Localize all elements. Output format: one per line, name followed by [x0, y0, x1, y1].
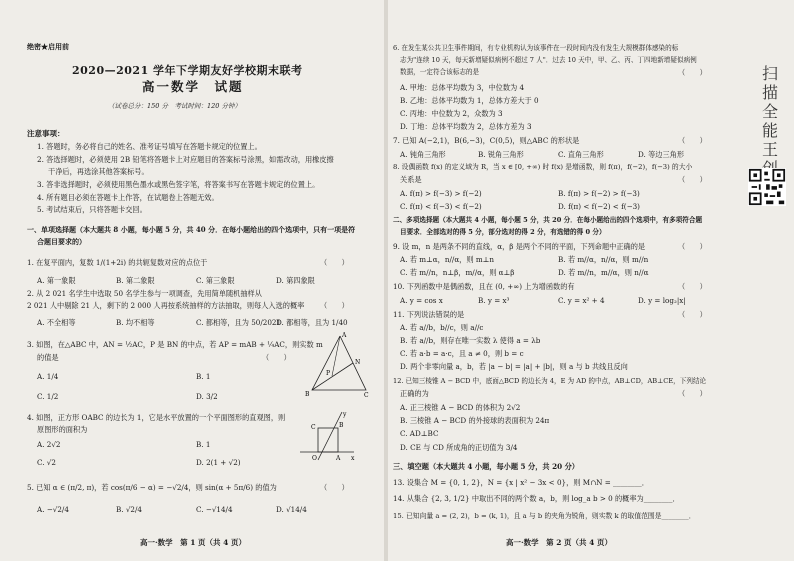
q1-option-d: D. 第四象限 — [276, 276, 315, 285]
scanner-watermark: 扫描全能王 — [761, 64, 778, 159]
section-2-heading-cont: 目要求．全部选对的得 5 分，部分选对的得 2 分，有选错的得 0 分） — [400, 228, 606, 236]
exam-title: 2020—2021 学年下学期友好学校期末联考 — [72, 64, 303, 77]
q4-label-a: A — [336, 455, 341, 462]
q9-option-b: B. 若 m//α，n//α，则 m//n — [558, 255, 649, 264]
q6-option-a: A. 甲地：总体平均数为 3，中位数为 4 — [400, 83, 525, 92]
q14-stem: 14. 从集合 {2, 3, 1/2} 中取出不同的两个数 a，b，则 log_a b > 0 的概率为________． — [393, 494, 680, 503]
notes-title: 注意事项： — [27, 129, 65, 138]
q5-answer-paren: （ ） — [320, 483, 349, 492]
q4-stem-cont: 原图形的面积为 — [37, 425, 88, 434]
qr-code-icon — [748, 168, 786, 206]
q7-option-b: B. 锐角三角形 — [478, 150, 524, 159]
q6-stem: 6. 在发生某公共卫生事件期间，有专业机构认为该事件在一段时间内没有发生大规模群体感染的标 — [393, 44, 679, 52]
q1-option-c: C. 第三象限 — [196, 276, 235, 285]
q3-label-a: A — [342, 332, 347, 339]
q3-label-b: B — [305, 391, 310, 398]
q12-answer-paren: （ ） — [678, 389, 707, 398]
q4-stem: 4. 如图，正方形 OABC 的边长为 1，它是水平放置的一个平面图形的直观图，则 — [27, 413, 286, 422]
q2-option-b: B. 均不相等 — [116, 318, 155, 327]
q3-option-c: C. 1/2 — [37, 392, 59, 401]
section-1-heading: 一、单项选择题（本大题共 8 小题，每小题 5 分，共 40 分．在每小题给出的四个选项中，只有一项是符 — [27, 225, 356, 234]
q3-label-p: P — [326, 370, 331, 377]
q3-label-n: N — [355, 359, 361, 366]
section-3-heading: 三、填空题（本大题共 4 小题，每小题 5 分，共 20 分） — [393, 462, 579, 471]
q7-option-c: C. 直角三角形 — [558, 150, 604, 159]
q15-stem: 15. 已知向量 a = (2, 2)，b = (k, 1)，且 a 与 b 的夹角为锐角，则实数 k 的取值范围是________． — [393, 512, 696, 520]
q4-option-c: C. √2 — [37, 458, 56, 467]
q5-option-a: A. −√2/4 — [37, 505, 69, 514]
note-2: 2. 答选择题时，必须使用 2B 铅笔将答题卡上对应题目的答案标号涂黑，如需改动，用橡皮擦 — [37, 155, 334, 164]
exam-info: （试卷总分：150 分 考试时间：120 分钟） — [108, 102, 241, 110]
q4-option-a: A. 2√2 — [37, 440, 61, 449]
q12-option-b: B. 三棱锥 A − BCD 的外接球的表面积为 24π — [400, 416, 550, 425]
q8-answer-paren: （ ） — [678, 175, 707, 184]
q3-label-c: C — [364, 392, 369, 399]
q10-stem: 10. 下列函数中是偶函数，且在 (0, +∞) 上为增函数的有 — [393, 282, 575, 291]
q7-stem: 7. 已知 A(−2,1)，B(6,−3)，C(0,5)，则△ABC 的形状是 — [393, 136, 580, 145]
q9-option-c: C. 若 m//n，n⊥β，m//α，则 α⊥β — [400, 268, 515, 277]
q10-option-b: B. y = x³ — [478, 296, 510, 305]
q12-stem: 12. 已知三棱锥 A − BCD 中，底面△BCD 的边长为 4，E 为 AD 的中点，AB⊥CD，AB⊥CE，下列结论 — [393, 377, 707, 385]
q3-option-a: A. 1/4 — [37, 372, 59, 381]
secret-label: 绝密★启用前 — [27, 42, 69, 51]
q4-square-figure — [296, 408, 358, 464]
exam-subtitle: 高一数学 试题 — [142, 79, 244, 94]
q7-option-a: A. 钝角三角形 — [400, 150, 446, 159]
q2-answer-paren: （ ） — [320, 301, 349, 310]
q2-option-a: A. 不全相等 — [37, 318, 76, 327]
section-1-heading-cont: 合题目要求的） — [37, 237, 86, 246]
q2-option-d: D. 都相等，且为 1/40 — [276, 318, 348, 327]
q11-option-c: C. 若 a·b = a·c，且 a ≠ 0，则 b = c — [400, 349, 524, 358]
q11-option-b: B. 若 a//b，则存在唯一实数 λ 使得 a = λb — [400, 336, 541, 345]
q8-option-b: B. f(π) > f(−2) > f(−3) — [558, 189, 640, 198]
q4-label-c: C — [311, 424, 316, 431]
q9-stem: 9. 设 m，n 是两条不同的直线，α，β 是两个不同的平面，下列命题中正确的是 — [393, 242, 646, 251]
q10-option-a: A. y = cos x — [400, 296, 443, 305]
q6-option-d: D. 丁地：总体平均数为 2，总体方差为 3 — [400, 122, 532, 131]
page-2 — [388, 0, 736, 561]
page-2-footer: 高一·数学 第 2 页（共 4 页） — [506, 538, 612, 547]
q8-stem: 8. 设偶函数 f(x) 的定义域为 R，当 x ∈ [0, +∞) 时 f(x) 是增函数，则 f(π)，f(−2)，f(−3) 的大小 — [393, 163, 693, 171]
q12-option-c: C. AD⊥BC — [400, 429, 439, 438]
q2-option-c: C. 都相等，且为 50/2021 — [196, 318, 282, 327]
note-2-cont: 干净后，再选涂其他答案标号。 — [48, 167, 149, 176]
q5-option-d: D. √14/4 — [276, 505, 307, 514]
q6-stem-cont-1: 志为"连续 10 天，每天新增疑似病例不超过 7 人"．过去 10 天中，甲、乙、丙、丁四地新增疑似病例 — [400, 56, 697, 64]
q11-option-a: A. 若 a//b，b//c，则 a//c — [400, 323, 484, 332]
q5-stem: 5. 已知 α ∈ (π/2, π)，若 cos(π/6 − α) = −√2/4，则 sin(α + 5π/6) 的值为 — [27, 483, 277, 492]
q3-triangle-figure — [300, 330, 370, 400]
q6-option-c: C. 丙地：中位数为 2，众数为 3 — [400, 109, 503, 118]
q3-answer-paren: （ ） — [262, 353, 291, 362]
q4-label-y: y — [343, 411, 347, 418]
q4-label-o: O — [312, 455, 317, 462]
q5-option-b: B. √2/4 — [116, 505, 142, 514]
q3-stem: 3. 如图，在△ABC 中，AN = ½AC，P 是 BN 的中点，若 AP = mAB + ¼AC，则实数 m — [27, 340, 323, 349]
q4-label-x: x — [351, 455, 355, 462]
q13-stem: 13. 设集合 M = {0, 1, 2}，N = {x | x² − 3x < 0}，则 M∩N = ________． — [393, 478, 649, 487]
q12-option-a: A. 正三棱锥 A − BCD 的体积为 2√2 — [400, 403, 521, 412]
section-2-heading: 二、多项选择题（本大题共 4 小题，每小题 5 分，共 20 分．在每小题给出的四个选项中，有多项符合题 — [393, 216, 703, 224]
q11-stem: 11. 下列说法错误的是 — [393, 310, 465, 319]
q9-option-d: D. 若 m//n，m//α，则 n//α — [558, 268, 649, 277]
note-4: 4. 所有题目必须在答题卡上作答，在试题卷上答题无效。 — [37, 193, 219, 202]
q3-stem-cont: 的值是 — [37, 353, 59, 362]
q4-option-b: B. 1 — [196, 440, 211, 449]
q7-option-d: D. 等边三角形 — [638, 150, 685, 159]
q4-label-b: B — [339, 422, 344, 429]
q2-stem: 2. 从 2 021 名学生中选取 50 名学生参与一项调查，先用简单随机抽样从 — [27, 289, 262, 298]
q1-stem: 1. 在复平面内，复数 1/(1+2i) 的共轭复数对应的点位于 — [27, 258, 208, 267]
q1-answer-paren: （ ） — [320, 258, 349, 267]
q6-stem-cont-2: 数据，一定符合该标志的是 — [400, 68, 480, 76]
q2-stem-cont: 2 021 人中剔除 21 人，剩下的 2 000 人再按系统抽样的方法抽取，则每人入选的概率 — [27, 301, 305, 310]
page-1-footer: 高一·数学 第 1 页（共 4 页） — [140, 538, 246, 547]
q6-answer-paren: （ ） — [678, 68, 707, 77]
q10-option-d: D. y = log₂|x| — [638, 296, 686, 305]
q3-option-b: B. 1 — [196, 372, 211, 381]
q8-option-a: A. f(π) > f(−3) > f(−2) — [400, 189, 482, 198]
q9-answer-paren: （ ） — [678, 242, 707, 251]
q6-option-b: B. 乙地：总体平均数为 1，总体方差大于 0 — [400, 96, 539, 105]
q5-option-c: C. −√14/4 — [196, 505, 233, 514]
q1-option-a: A. 第一象限 — [37, 276, 76, 285]
q4-option-d: D. 2(1 + √2) — [196, 458, 241, 467]
q10-answer-paren: （ ） — [678, 282, 707, 291]
q9-option-a: A. 若 m⊥α，n//α，则 m⊥n — [400, 255, 495, 264]
q11-option-d: D. 两个非零向量 a，b，若 |a − b| = |a| + |b|，则 a 与 b 共线且反向 — [400, 362, 628, 371]
q12-stem-cont: 正确的为 — [400, 389, 429, 398]
q3-option-d: D. 3/2 — [196, 392, 218, 401]
q12-option-d: D. CE 与 CD 所成角的正切值为 3/4 — [400, 443, 518, 452]
q7-answer-paren: （ ） — [678, 136, 707, 145]
q10-option-c: C. y = x² + 4 — [558, 296, 605, 305]
note-1: 1. 答题时，务必将自己的姓名、准考证号填写在答题卡规定的位置上。 — [37, 142, 262, 151]
q8-stem-cont: 关系是 — [400, 175, 422, 184]
note-3: 3. 答非选择题时，必须使用黑色墨水或黑色签字笔，将答案书写在答题卡规定的位置上。 — [37, 180, 320, 189]
note-5: 5. 考试结束后，只将答题卡交回。 — [37, 205, 147, 214]
q1-option-b: B. 第二象限 — [116, 276, 155, 285]
q8-option-c: C. f(π) < f(−3) < f(−2) — [400, 202, 482, 211]
q8-option-d: D. f(π) < f(−2) < f(−3) — [558, 202, 640, 211]
page-1 — [0, 0, 384, 561]
q11-answer-paren: （ ） — [678, 310, 707, 319]
